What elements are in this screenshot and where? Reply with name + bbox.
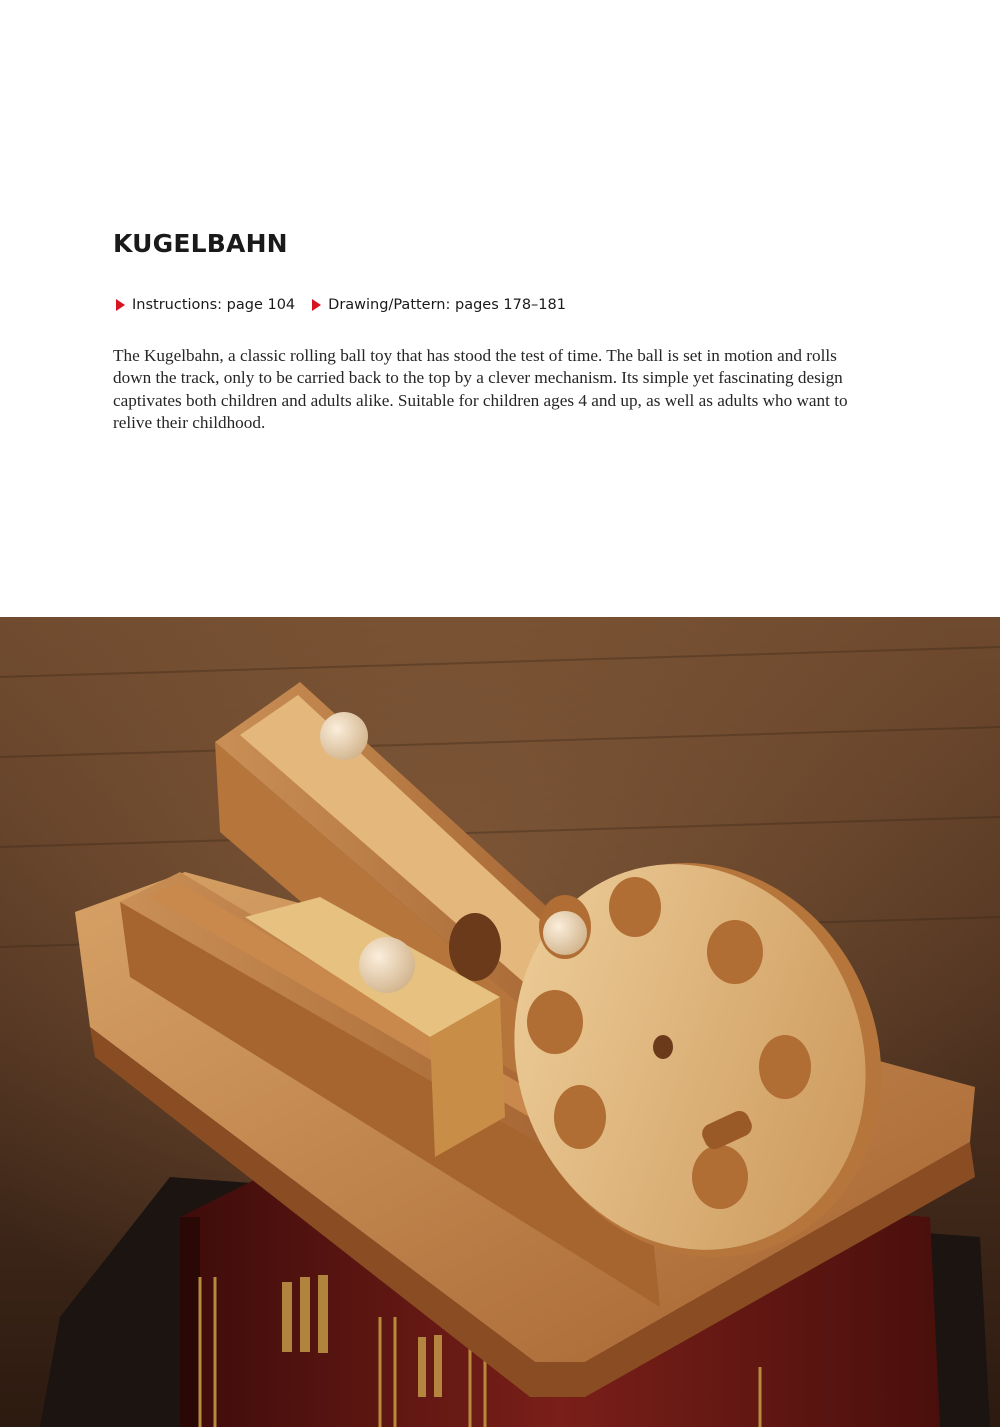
project-description: The Kugelbahn, a classic rolling ball toy that has stood the test of time. The ball is set in motion and rolls down the track, only to be carried back to the top by a clever mechanism. Its simple yet fascinating design captivates both children and adults alike. Suitable for children ages 4 and up, as well as adults who want to relive their childhood.: [113, 346, 848, 433]
instructions-reference-label: Instructions: page 104: [132, 297, 296, 313]
pattern-reference: [312, 297, 566, 313]
ball-top: [320, 712, 368, 760]
instructions-reference: [116, 297, 295, 313]
project-photo: [0, 617, 1000, 1427]
arrow-right-icon: [116, 299, 125, 311]
ball-lower: [359, 937, 415, 993]
page-references: [116, 297, 583, 313]
ball-wheel: [543, 911, 587, 955]
pattern-reference-label: Drawing/Pattern: pages 178–181: [328, 297, 566, 313]
page-title: KUGELBAHN: [113, 229, 288, 258]
arrow-right-icon: [312, 299, 321, 311]
